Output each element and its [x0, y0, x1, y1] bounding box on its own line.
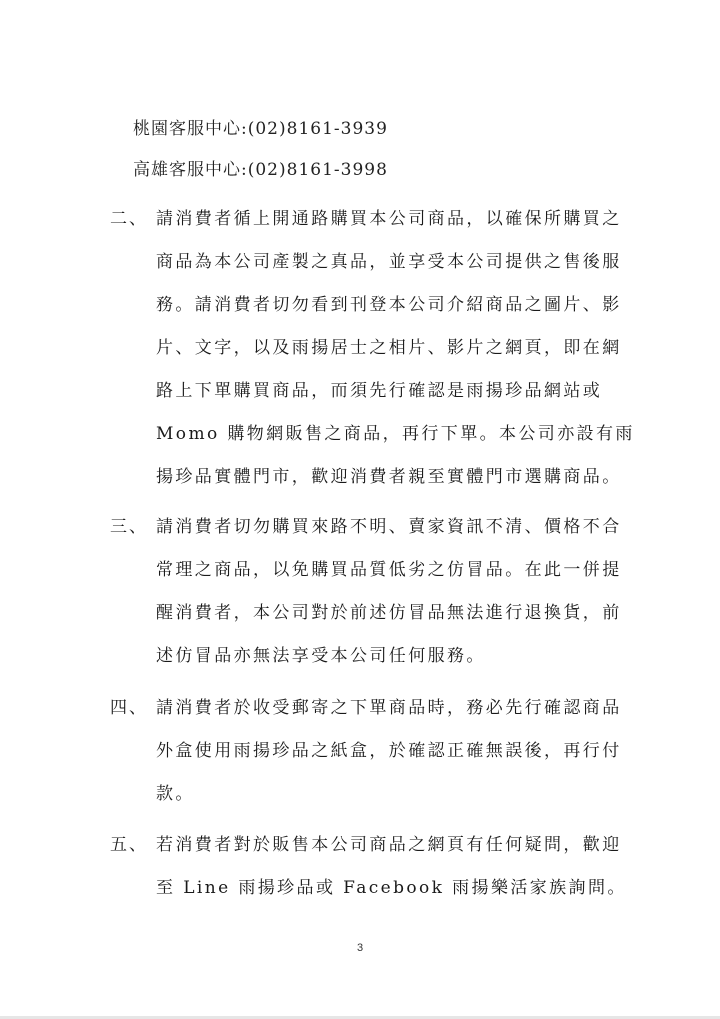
item-line: 外盒使用雨揚珍品之紙盒，於確認正確無誤後，再行付	[156, 741, 622, 761]
item-number: 三、	[110, 517, 148, 537]
item-line: 請消費者循上開通路購買本公司商品，以確保所購買之	[156, 209, 622, 229]
item-line: 至 Line 雨揚珍品或 Facebook 雨揚樂活家族詢問。	[156, 878, 627, 898]
kaohsiung-service-contact: 高雄客服中心:(02)8161-3998	[133, 160, 388, 180]
item-line: 請消費者切勿購買來路不明、賣家資訊不清、價格不合	[156, 517, 622, 537]
item-line: 商品為本公司產製之真品，並享受本公司提供之售後服	[156, 252, 622, 272]
item-line: 揚珍品實體門市，歡迎消費者親至實體門市選購商品。	[156, 467, 622, 487]
item-line: 片、文字，以及雨揚居士之相片、影片之網頁，即在網	[156, 338, 622, 358]
item-number: 二、	[110, 209, 148, 229]
item-line: 路上下單購買商品，而須先行確認是雨揚珍品網站或	[156, 381, 603, 401]
item-line: 務。請消費者切勿看到刊登本公司介紹商品之圖片、影	[156, 295, 622, 315]
item-line: 述仿冒品亦無法享受本公司任何服務。	[156, 646, 486, 666]
page-number: 3	[356, 942, 364, 954]
item-line: 若消費者對於販售本公司商品之網頁有任何疑問，歡迎	[156, 835, 622, 855]
item-line: 款。	[156, 784, 195, 804]
item-line: 請消費者於收受郵寄之下單商品時，務必先行確認商品	[156, 698, 622, 718]
item-line: 常理之商品，以免購買品質低劣之仿冒品。在此一併提	[156, 560, 622, 580]
taoyuan-service-contact: 桃園客服中心:(02)8161-3939	[133, 119, 388, 139]
item-line: 醒消費者，本公司對於前述仿冒品無法進行退換貨，前	[156, 603, 622, 623]
item-number: 五、	[110, 835, 148, 855]
item-number: 四、	[110, 698, 148, 718]
item-line: Momo 購物網販售之商品，再行下單。本公司亦設有雨	[156, 424, 635, 444]
